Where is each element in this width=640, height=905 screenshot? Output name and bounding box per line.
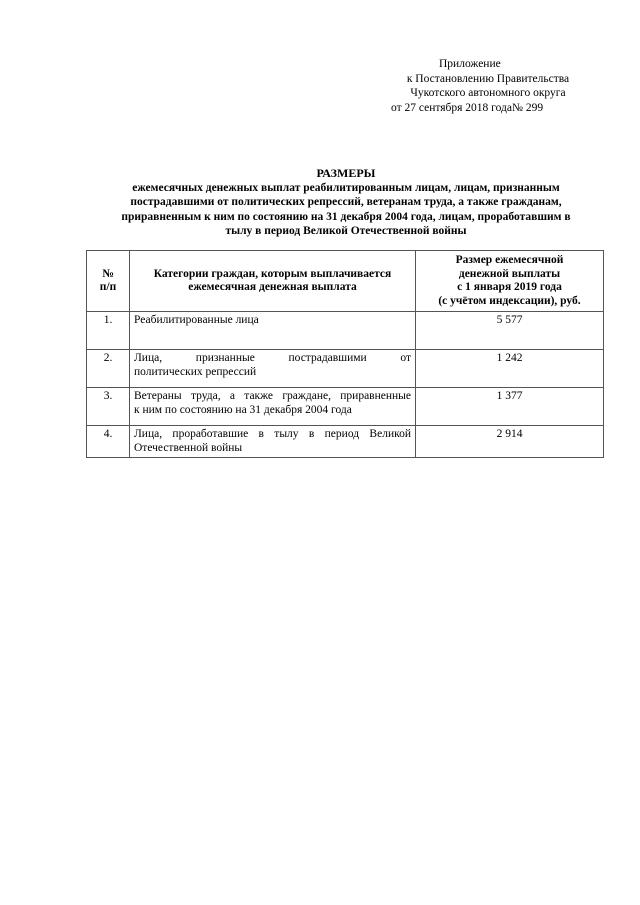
table-row <box>87 388 604 426</box>
appendix-block <box>383 57 593 115</box>
appendix-line: Приложение <box>439 58 501 70</box>
heading-line: тылу в период Великой Отечественной войны <box>225 225 467 238</box>
header-text: с 1 января 2019 года <box>457 281 562 293</box>
row-amount: 5 577 <box>416 312 604 350</box>
table-row <box>87 350 604 388</box>
row-num: 4. <box>87 426 130 458</box>
appendix-line: Чукотского автономного округа <box>410 87 566 99</box>
category-text: Ветераны труда, а также граждане, приравненные <box>134 390 411 402</box>
category-text: политических репрессий <box>134 365 257 378</box>
header-text: п/п <box>99 281 117 293</box>
row-amount: 1 377 <box>416 388 604 426</box>
row-category <box>130 426 416 458</box>
header-text: Размер ежемесячной <box>455 254 564 266</box>
row-num: 2. <box>87 350 130 388</box>
heading-line: ежемесячных денежных выплат реабилитированным лицам, лицам, признанным <box>132 181 560 194</box>
category-text: к ним по состоянию на 31 декабря 2004 года <box>134 403 352 416</box>
table-row <box>87 426 604 458</box>
header-text: ежемесячная денежная выплата <box>188 281 357 293</box>
document-title: РАЗМЕРЫ <box>316 166 376 180</box>
document-heading <box>86 166 606 239</box>
row-num: 3. <box>87 388 130 426</box>
category-text: Реабилитированные лица <box>134 314 259 326</box>
row-num: 1. <box>87 312 130 350</box>
row-category <box>130 388 416 426</box>
row-amount: 2 914 <box>416 426 604 458</box>
payments-table <box>86 250 604 458</box>
row-category <box>130 312 416 350</box>
table-header-row <box>87 251 604 312</box>
category-text: Отечественной войны <box>134 441 243 454</box>
row-category <box>130 350 416 388</box>
row-amount: 1 242 <box>416 350 604 388</box>
appendix-line: к Постановлению Правительства <box>406 72 570 85</box>
table-row <box>87 312 604 350</box>
header-amount <box>416 251 604 312</box>
header-text: денежной выплаты <box>458 267 561 280</box>
category-text: Лица, проработавшие в тылу в период Великой <box>134 428 411 440</box>
header-text: Категории граждан, которым выплачивается <box>153 267 392 280</box>
header-category <box>130 251 416 312</box>
appendix-line: от 27 сентября 2018 года№ 299 <box>391 101 544 114</box>
header-text: (с учётом индексации), руб. <box>438 294 581 307</box>
category-text: Лица, признанные пострадавшими от <box>134 352 411 364</box>
heading-line: приравненным к ним по состоянию на 31 декабря 2004 года, лицам, проработавшим в <box>121 210 571 223</box>
header-text: № <box>102 267 114 280</box>
heading-line: пострадавшими от политических репрессий, ветеранам труда, а также гражданам, <box>130 196 562 209</box>
header-num <box>87 251 130 312</box>
